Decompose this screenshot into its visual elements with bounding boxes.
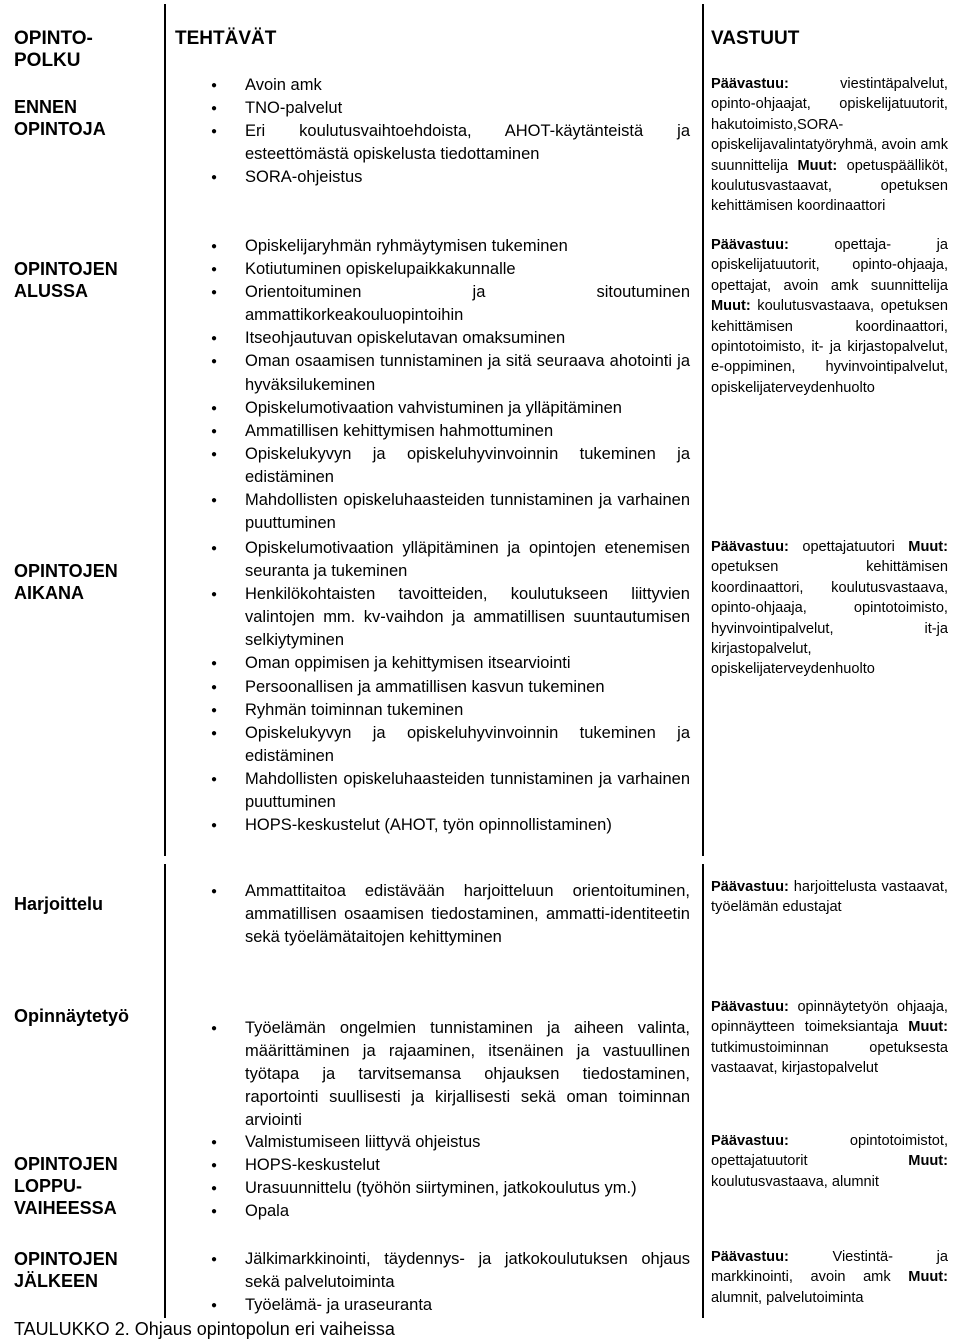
other-responsible-label: Muut:: [908, 539, 948, 555]
task-item: ● Työelämän ongelmien tunnistaminen ja aiheen valinta, määrittäminen ja rajaaminen, itsenäinen ja vastuullinen työtapa ja tarvitsemansa ohjauksen tiedostaminen, raportointi suullisesti ja kirjallisesti sekä oman toiminnan arviointi: [195, 1017, 690, 1132]
other-responsible-text: opetuspäälliköt, koulutusvastaavat, opetuksen kehittämisen koordinaattori: [711, 157, 948, 215]
task-item: ● Opiskelumotivaation vahvistuminen ja ylläpitäminen: [195, 397, 690, 420]
main-responsible-label: Päävastuu:: [711, 879, 789, 895]
task-item: ● Jälkimarkkinointi, täydennys- ja jatkokoulutuksen ohjaus sekä palvelutoiminta: [195, 1248, 690, 1294]
task-item: ● Orientoituminen ja sitoutuminen ammattikorkeakouluopintoihin: [195, 281, 690, 327]
task-item: ● Ammattitaitoa edistävään harjoitteluun orientoituminen, ammatillisen osaamisen tiedostaminen, ammatti-identiteetin sekä työelämätaitojen kehittyminen: [195, 880, 690, 949]
other-responsible-text: opetuksen kehittämisen koordinaattori, koulutusvastaava, opinto-ohjaaja, opintotoimisto, hyvinvointipalvelut, it-ja kirjastopalvelut, opiskelijaterveydenhuolto: [711, 559, 948, 678]
phase-label: OPINTOJEN LOPPU- VAIHEESSA: [14, 1154, 118, 1218]
task-item: ● Opiskelukyvyn ja opiskeluhyvinvoinnin tukeminen ja edistäminen: [195, 443, 690, 489]
phase-label: Opinnäytetyö: [14, 1006, 130, 1026]
phase-label: Harjoittelu: [14, 894, 104, 914]
task-item: ● Opiskelumotivaation ylläpitäminen ja opintojen etenemisen seuranta ja tukeminen: [195, 537, 690, 583]
other-responsible-label: Muut:: [711, 298, 751, 315]
phase-label: OPINTOJEN AIKANA: [14, 561, 118, 603]
main-responsible-text: opintotoimistot, opettajatuutorit: [711, 1133, 948, 1170]
other-responsible-label: Muut:: [908, 1269, 948, 1286]
responsibility-block: [711, 1247, 948, 1308]
task-item: ● Opiskelukyvyn ja opiskeluhyvinvoinnin tukeminen ja edistäminen: [195, 722, 690, 768]
header-phase: OPINTO- POLKU: [14, 28, 93, 71]
task-item: ● Mahdollisten opiskeluhaasteiden tunnistaminen ja varhainen puuttuminen: [195, 768, 690, 814]
responsibility-block: [711, 235, 948, 398]
phase-label: OPINTOJEN JÄLKEEN: [14, 1249, 118, 1291]
main-responsible-text: opinnäytetyön ohjaaja, opinnäytteen toimeksiantaja: [711, 999, 948, 1036]
task-item: ● Avoin amk: [195, 74, 690, 97]
task-list: [195, 1131, 690, 1223]
task-item: ● HOPS-keskustelut (AHOT, työn opinnollistaminen): [195, 814, 690, 837]
table-caption: TAULUKKO 2. Ohjaus opintopolun eri vaiheissa: [14, 1319, 395, 1339]
task-item: ● Valmistumiseen liittyvä ohjeistus: [195, 1131, 690, 1154]
main-responsible-text: Viestintä- ja markkinointi, avoin amk: [711, 1249, 948, 1286]
main-responsible-label: Päävastuu:: [711, 999, 789, 1015]
main-responsible-text: opettajatuutori: [802, 539, 895, 555]
responsibility-block: [711, 1131, 948, 1192]
other-responsible-label: Muut:: [797, 157, 838, 174]
other-responsible-text: tutkimustoiminnan opetuksesta vastaavat, kirjastopalvelut: [711, 1039, 948, 1077]
task-list: [195, 1248, 690, 1317]
task-item: ● Opala: [195, 1200, 690, 1223]
responsibility-block: [711, 877, 948, 918]
main-responsible-label: Päävastuu:: [711, 1133, 789, 1149]
task-item: ● Ammatillisen kehittymisen hahmottuminen: [195, 420, 690, 443]
task-item: ● Opiskelijaryhmän ryhmäytymisen tukeminen: [195, 235, 690, 258]
task-item: ● TNO-palvelut: [195, 97, 690, 120]
main-responsible-label: Päävastuu:: [711, 539, 789, 555]
main-responsible-label: Päävastuu:: [711, 237, 789, 253]
task-item: ● Kotiutuminen opiskelupaikkakunnalle: [195, 258, 690, 281]
task-item: ● Itseohjautuvan opiskelutavan omaksuminen: [195, 327, 690, 350]
other-responsible-text: alumnit, palvelutoiminta: [711, 1289, 864, 1306]
header-responsibilities: VASTUUT: [711, 28, 800, 49]
task-item: ● Persoonallisen ja ammatillisen kasvun tukeminen: [195, 676, 690, 699]
responsibility-block: [711, 74, 948, 217]
task-item: ● Oman osaamisen tunnistaminen ja sitä seuraava ahotointi ja hyväksilukeminen: [195, 350, 690, 396]
main-responsible-text: opettaja- ja opiskelijatuutorit, opinto-ohjaaja, opettajat, avoin amk suunnittelija: [711, 237, 948, 294]
task-list: [195, 880, 690, 949]
task-list: [195, 1017, 690, 1132]
task-item: ● Henkilökohtaisten tavoitteiden, koulutukseen liittyvien valintojen mm. kv-vaihdon ja ammatillisen suuntautumisen selkiytyminen: [195, 583, 690, 652]
main-responsible-label: Päävastuu:: [711, 76, 789, 92]
main-responsible-text: harjoittelusta vastaavat, työelämän edustajat: [711, 879, 948, 916]
header-tasks: TEHTÄVÄT: [175, 28, 277, 49]
responsibility-block: [711, 537, 948, 680]
other-responsible-text: koulutusvastaava, opetuksen kehittämisen koordinaattori, opintotoimisto, it- ja kirjastopalvelut, e-oppiminen, hyvinvointipalvelut, opiskelijaterveydenhuolto: [711, 298, 948, 396]
task-list: [195, 74, 690, 189]
task-list: [195, 235, 690, 535]
task-list: [195, 537, 690, 837]
phase-label: OPINTOJEN ALUSSA: [14, 259, 118, 301]
phase-label: ENNEN OPINTOJA: [14, 97, 106, 139]
responsibility-block: [711, 997, 948, 1079]
task-item: ● SORA-ohjeistus: [195, 166, 690, 189]
task-item: ● Oman oppimisen ja kehittymisen itsearviointi: [195, 652, 690, 675]
task-item: ● Ryhmän toiminnan tukeminen: [195, 699, 690, 722]
task-item: ● HOPS-keskustelut: [195, 1154, 690, 1177]
task-item: ● Mahdollisten opiskeluhaasteiden tunnistaminen ja varhainen puuttuminen: [195, 489, 690, 535]
main-responsible-text: viestintäpalvelut, opinto-ohjaajat, opiskelijatuutorit, hakutoimisto,SORA-opiskelijavalintatyöryhmä, avoin amk suunnittelija: [711, 76, 948, 174]
other-responsible-text: koulutusvastaava, alumnit: [711, 1173, 879, 1190]
other-responsible-label: Muut:: [908, 1019, 948, 1036]
task-item: ● Työelämä- ja uraseuranta: [195, 1294, 690, 1317]
main-responsible-label: Päävastuu:: [711, 1249, 789, 1265]
task-item: ● Eri koulutusvaihtoehdoista, AHOT-käytänteistä ja esteettömästä opiskelusta tiedottaminen: [195, 120, 690, 166]
task-item: ● Urasuunnittelu (työhön siirtyminen, jatkokoulutus ym.): [195, 1177, 690, 1200]
other-responsible-label: Muut:: [908, 1153, 948, 1170]
